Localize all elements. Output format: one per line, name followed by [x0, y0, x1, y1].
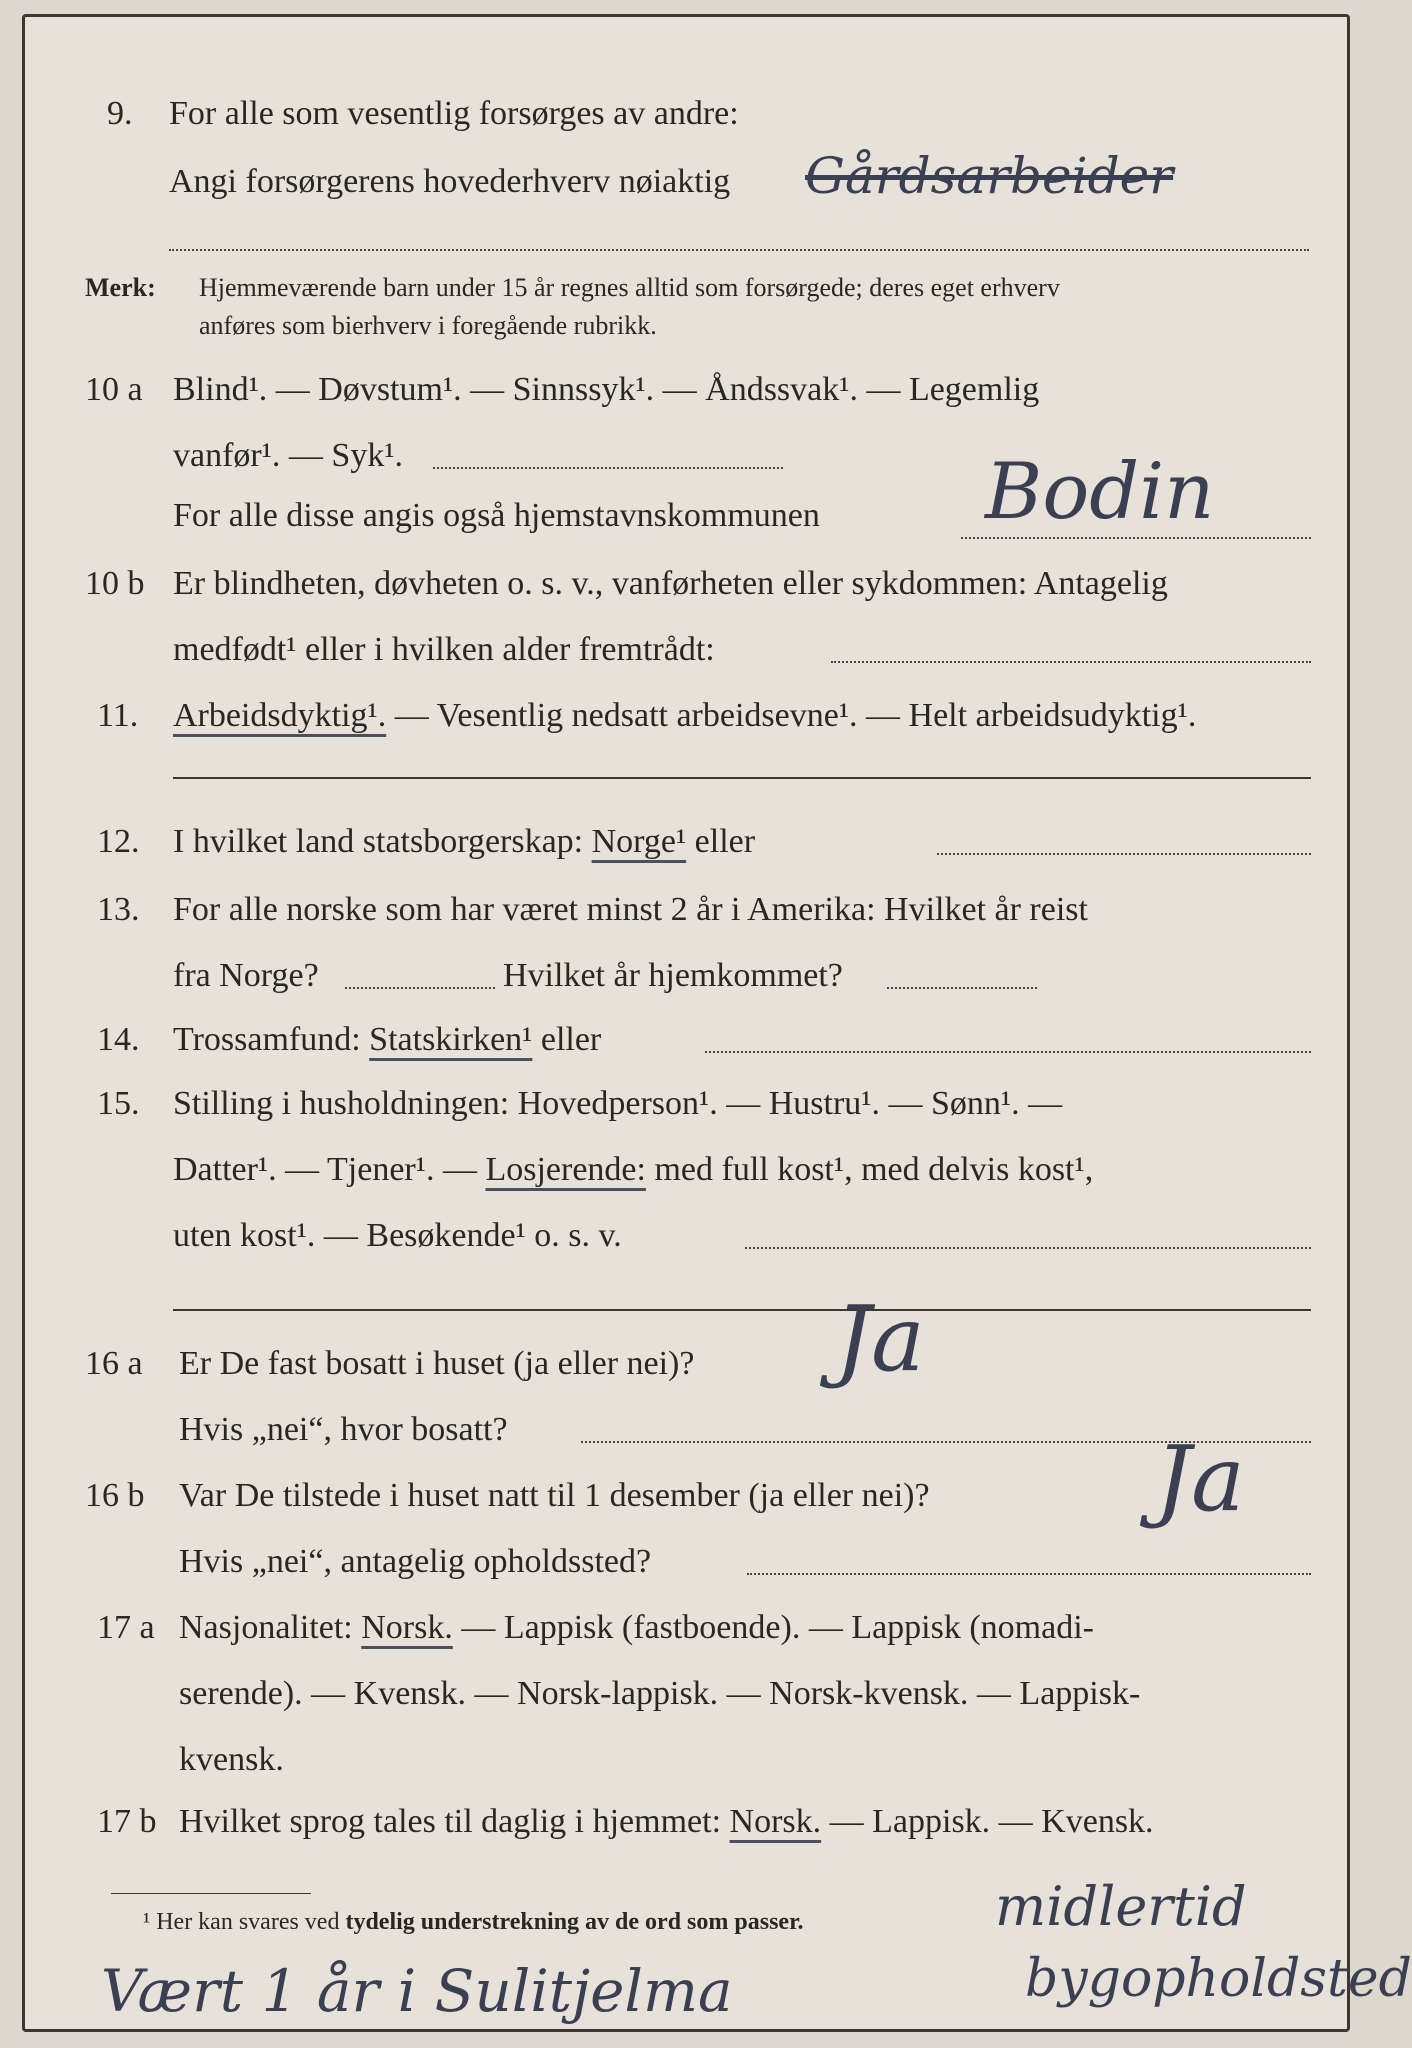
q15-answer-line [173, 1309, 1311, 1311]
q12-question: I hvilket land statsborgerskap: [173, 823, 592, 860]
q10a-line3: For alle disse angis også hjemstavnskommunen [173, 497, 820, 534]
q17a-other-options: — Lappisk (fastboende). — Lappisk (nomadi- [452, 1609, 1094, 1646]
q12-selected-option: Norge¹ [591, 823, 687, 860]
q16b-dotted-line [747, 1573, 1311, 1575]
q15-line2-options: Datter¹. — Tjener¹. — [173, 1151, 486, 1188]
q15-dotted-line [745, 1247, 1311, 1249]
handwritten-note-right-2: bygopholdsted [1025, 1949, 1412, 2009]
merk-label: Merk: [85, 273, 156, 302]
q17b-selected-option: Norsk. [729, 1803, 822, 1840]
q17a-question: Nasjonalitet: [179, 1609, 362, 1646]
q10b-line1: Er blindheten, døvheten o. s. v., vanførheten eller sykdommen: Antagelig [173, 565, 1168, 602]
q11-answer-line [173, 777, 1311, 779]
merk-line1: Hjemmeværende barn under 15 år regnes alltid som forsørgede; deres eget erhverv [199, 273, 1060, 302]
q11-other-options: — Vesentlig nedsatt arbeidsevne¹. — Helt arbeidsudyktig¹. [386, 697, 1197, 734]
census-form-page [22, 14, 1412, 2032]
q17b-other-options: — Lappisk. — Kvensk. [821, 1803, 1154, 1840]
q11-number: 11. [97, 697, 139, 734]
q10b-number: 10 b [85, 565, 145, 602]
q16b-handwritten-answer: Ja [1155, 1427, 1245, 1532]
q14-number: 14. [97, 1021, 140, 1058]
q15-line3: uten kost¹. — Besøkende¹ o. s. v. [173, 1217, 622, 1254]
q17a-selected-option: Norsk. [361, 1609, 453, 1646]
q16b-line2: Hvis „nei“, antagelig opholdssted? [179, 1543, 652, 1580]
q13-line2a: fra Norge? [173, 957, 319, 994]
footnote-mark: ¹ [143, 1909, 151, 1935]
q13-year-returned-dotted-line [887, 987, 1037, 989]
q10b-dotted-line [831, 661, 1311, 663]
q12-dotted-line [937, 853, 1311, 855]
q10a-line1: Blind¹. — Døvstum¹. — Sinnssyk¹. — Åndssvak¹. — Legemlig [173, 371, 1040, 408]
q10b-line2: medfødt¹ eller i hvilken alder fremtrådt: [173, 631, 715, 668]
footnote-rule [111, 1893, 311, 1894]
footnote-text: Her kan svares ved [156, 1909, 346, 1935]
q9-handwritten-answer: Gårdsarbeider [805, 147, 1174, 205]
q10a-line2: vanfør¹. — Syk¹. [173, 437, 404, 474]
q10a-dotted-line [961, 537, 1311, 539]
q11-selected-option: Arbeidsdyktig¹. [173, 697, 387, 734]
q16a-line2: Hvis „nei“, hvor bosatt? [179, 1411, 508, 1448]
q17a-line2: serende). — Kvensk. — Norsk-lappisk. — Norsk-kvensk. — Lappisk- [179, 1675, 1141, 1712]
merk-line2: anføres som bierhverv i foregående rubrikk. [199, 311, 657, 340]
q15-number: 15. [97, 1085, 140, 1122]
q13-line1: For alle norske som har været minst 2 år i Amerika: Hvilket år reist [173, 891, 1088, 928]
q12-number: 12. [97, 823, 140, 860]
q16a-number: 16 a [85, 1345, 143, 1382]
q14-line [173, 1021, 601, 1059]
q10a-syk-dotted-line [433, 467, 783, 469]
q17a-number: 17 a [97, 1609, 155, 1646]
q15-line2 [173, 1151, 1093, 1189]
q14-alternative: eller [532, 1021, 602, 1058]
q17a-line1 [179, 1609, 1094, 1647]
footnote [143, 1909, 804, 1936]
q17b-question: Hvilket sprog tales til daglig i hjemmet: [179, 1803, 730, 1840]
q14-question: Trossamfund: [173, 1021, 370, 1058]
q13-year-left-dotted-line [345, 987, 495, 989]
q16a-line1: Er De fast bosatt i huset (ja eller nei)? [179, 1345, 695, 1382]
q15-selected-option: Losjerende: [485, 1151, 646, 1188]
q14-dotted-line [705, 1051, 1311, 1053]
q16b-line1: Var De tilstede i huset natt til 1 desember (ja eller nei)? [179, 1477, 930, 1514]
q13-line2b: Hvilket år hjemkommet? [503, 957, 843, 994]
q15-line1: Stilling i husholdningen: Hovedperson¹. — Hustru¹. — Sønn¹. — [173, 1085, 1063, 1122]
q11-line [173, 697, 1196, 735]
q17b-line [179, 1803, 1154, 1841]
q12-alternative: eller [686, 823, 756, 860]
q16b-number: 16 b [85, 1477, 145, 1514]
q9-line2: Angi forsørgerens hovederhverv nøiaktig [169, 163, 731, 200]
handwritten-note-bottom: Vært 1 år i Sulitjelma [101, 1957, 733, 2025]
footnote-text-bold: tydelig understrekning av de ord som passer. [345, 1909, 804, 1935]
q16a-handwritten-answer: Ja [835, 1287, 925, 1392]
q9-line1: For alle som vesentlig forsørges av andre: [169, 95, 739, 132]
q12-line [173, 823, 755, 861]
q14-selected-option: Statskirken¹ [369, 1021, 533, 1058]
q15-line2-kost-options: med full kost¹, med delvis kost¹, [645, 1151, 1094, 1188]
q9-dotted-line [169, 249, 1309, 251]
q17a-line3: kvensk. [179, 1741, 284, 1778]
q10a-number: 10 a [85, 371, 143, 408]
q9-number: 9. [107, 95, 133, 132]
q13-number: 13. [97, 891, 140, 928]
q17b-number: 17 b [97, 1803, 157, 1840]
q10a-handwritten-answer: Bodin [985, 447, 1215, 537]
handwritten-note-right: midlertid [995, 1875, 1247, 1938]
